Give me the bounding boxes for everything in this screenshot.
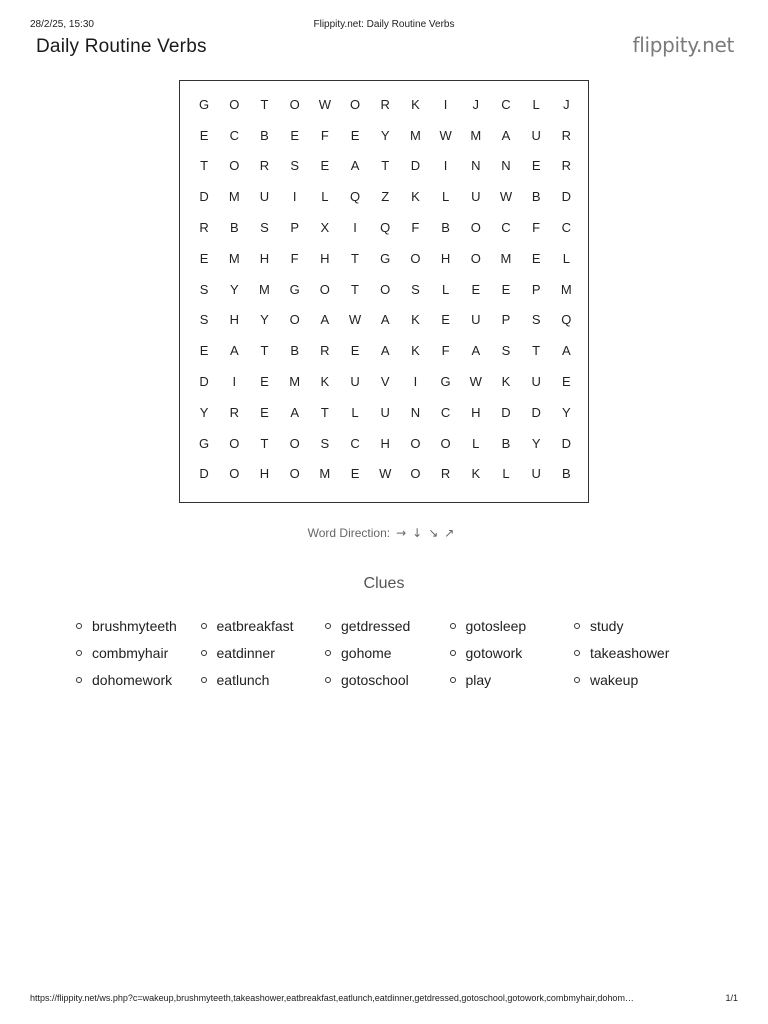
grid-cell: G: [289, 281, 300, 297]
grid-cell: E: [260, 374, 269, 390]
grid-cell: L: [562, 250, 570, 266]
grid-cell: A: [501, 127, 511, 143]
grid-cell: R: [320, 343, 330, 359]
grid-cell: R: [440, 466, 451, 482]
grid-cell: E: [199, 127, 209, 143]
grid-cell: U: [531, 466, 541, 482]
grid-cell: D: [199, 466, 209, 482]
grid-cell: S: [411, 281, 420, 297]
bullet-icon: [574, 650, 580, 656]
grid-cell: O: [289, 466, 300, 482]
grid-cell: C: [501, 220, 511, 236]
grid-cell: U: [259, 189, 270, 205]
print-doc-title: Flippity.net: Daily Routine Verbs: [313, 19, 455, 30]
grid-cell: U: [380, 404, 390, 420]
grid-cell: I: [292, 189, 297, 205]
clue-text: wakeup: [590, 671, 639, 688]
grid-cell: M: [259, 281, 270, 297]
grid-cell: S: [260, 220, 269, 236]
grid-cell: F: [532, 220, 541, 236]
clue-text: eatbreakfast: [216, 617, 294, 634]
grid-cell: O: [229, 158, 240, 174]
grid-cell: H: [320, 250, 330, 266]
bullet-icon: [325, 623, 331, 629]
grid-cell: I: [353, 220, 357, 236]
grid-cell: M: [500, 250, 512, 266]
bullet-icon: [450, 650, 456, 656]
grid-cell: L: [502, 466, 510, 482]
grid-cell: P: [290, 220, 299, 236]
grid-cell: K: [501, 374, 511, 390]
grid-cell: Q: [349, 189, 361, 205]
grid-cell: B: [562, 466, 571, 482]
grid-cell: Z: [381, 189, 390, 205]
bullet-icon: [76, 650, 82, 656]
grid-cell: E: [501, 281, 511, 297]
grid-cell: H: [380, 435, 390, 451]
grid-cell: E: [562, 374, 571, 390]
clue-text: gotowork: [465, 644, 523, 661]
grid-cell: A: [229, 343, 239, 359]
clue-text: gotoschool: [341, 671, 409, 688]
grid-cell: B: [290, 343, 299, 359]
word-direction: [0, 526, 768, 540]
word-direction-arrows-icon: →↓↘↗: [396, 526, 461, 540]
bullet-icon: [574, 623, 580, 629]
clue-item: [201, 612, 326, 639]
grid-cell: A: [320, 312, 330, 328]
grid-cell: W: [499, 189, 513, 205]
clue-item: [76, 666, 201, 693]
grid-cell: U: [531, 374, 541, 390]
grid-cell: X: [320, 220, 330, 236]
grid-cell: M: [289, 374, 301, 390]
bullet-icon: [76, 677, 82, 683]
grid-cell: D: [199, 189, 209, 205]
grid-cell: W: [439, 127, 452, 143]
grid-cell: O: [470, 220, 481, 236]
grid-cell: A: [562, 343, 571, 359]
print-datetime: 28/2/25, 15:30: [30, 19, 94, 30]
grid-cell: M: [409, 127, 421, 143]
grid-cell: T: [260, 435, 269, 451]
grid-cell: S: [320, 435, 330, 451]
grid-cell: P: [501, 312, 511, 328]
grid-cell: E: [531, 158, 541, 174]
grid-cell: B: [260, 127, 269, 143]
clue-item: [574, 612, 699, 639]
grid-cell: F: [441, 343, 450, 359]
grid-cell: C: [501, 96, 511, 112]
clue-item: [76, 612, 201, 639]
grid-cell: T: [351, 250, 359, 266]
clue-text: study: [590, 617, 624, 634]
grid-cell: D: [410, 158, 421, 174]
grid-cell: E: [531, 250, 541, 266]
clue-item: [201, 639, 326, 666]
grid-cell: U: [471, 312, 481, 328]
clue-item: [450, 639, 575, 666]
clue-text: eatdinner: [216, 644, 275, 661]
clue-text: eatlunch: [216, 671, 270, 688]
grid-cell: E: [350, 343, 360, 359]
grid-cell: J: [472, 96, 480, 112]
grid-cell: O: [349, 96, 361, 112]
grid-cell: E: [350, 127, 360, 143]
grid-cell: G: [440, 374, 451, 390]
clue-text: gotosleep: [465, 617, 527, 634]
grid-cell: E: [441, 312, 450, 328]
grid-cell: S: [290, 158, 299, 174]
clue-item: [201, 666, 326, 693]
grid-cell: Y: [380, 127, 390, 143]
grid-cell: W: [348, 312, 362, 328]
grid-cell: I: [232, 374, 237, 390]
grid-cell: C: [350, 435, 360, 451]
grid-cell: C: [561, 220, 572, 236]
grid-cell: A: [380, 312, 390, 328]
grid-cell: D: [501, 404, 511, 420]
flippity-logo: flippity.net: [632, 33, 734, 57]
grid-cell: G: [380, 250, 391, 266]
grid-cell: A: [380, 343, 390, 359]
grid-cell: T: [351, 281, 359, 297]
grid-cell: M: [228, 250, 240, 266]
grid-cell: F: [320, 127, 329, 143]
clues-list: [76, 612, 699, 693]
grid-cell: L: [532, 96, 540, 112]
word-direction-label: Word Direction:: [307, 526, 391, 540]
clue-text: brushmyteeth: [92, 617, 177, 634]
bullet-icon: [76, 623, 82, 629]
bullet-icon: [325, 677, 331, 683]
grid-cell: K: [411, 189, 420, 205]
grid-cell: K: [411, 343, 420, 359]
print-header: [30, 19, 738, 33]
grid-cell: Y: [562, 404, 571, 420]
grid-cell: R: [561, 127, 572, 143]
grid-cell: A: [471, 343, 481, 359]
grid-cell: R: [199, 220, 209, 236]
grid-cell: U: [471, 189, 481, 205]
clue-text: play: [465, 671, 492, 688]
grid-cell: O: [289, 96, 300, 112]
grid-cell: O: [229, 96, 240, 112]
grid-cell: C: [229, 127, 239, 143]
grid-cell: U: [531, 127, 541, 143]
grid-cell: O: [410, 466, 421, 482]
grid-cell: I: [413, 374, 418, 390]
grid-cell: Y: [531, 435, 541, 451]
grid-cell: K: [320, 374, 330, 390]
bullet-icon: [574, 677, 580, 683]
grid-cell: T: [260, 343, 269, 359]
grid-cell: Y: [229, 281, 239, 297]
grid-cell: S: [531, 312, 541, 328]
bullet-icon: [201, 623, 207, 629]
grid-cell: Y: [199, 404, 209, 420]
grid-cell: O: [229, 435, 240, 451]
clue-item: [450, 666, 575, 693]
grid-cell: D: [531, 404, 541, 420]
bullet-icon: [201, 650, 207, 656]
grid-cell: K: [411, 312, 420, 328]
grid-cell: H: [471, 404, 481, 420]
grid-cell: O: [289, 435, 300, 451]
clue-item: [76, 639, 201, 666]
grid-cell: M: [228, 189, 240, 205]
grid-cell: Y: [260, 312, 269, 328]
grid-cell: S: [501, 343, 511, 359]
grid-cell: H: [440, 250, 451, 266]
print-footer: [30, 993, 738, 1007]
grid-cell: J: [563, 96, 570, 112]
grid-cell: C: [440, 404, 451, 420]
grid-cell: E: [290, 127, 299, 143]
grid-cell: Q: [380, 220, 391, 236]
clue-text: combmyhair: [92, 644, 169, 661]
clue-item: [574, 666, 699, 693]
grid-cell: D: [561, 435, 572, 451]
grid-cell: E: [320, 158, 330, 174]
clue-item: [325, 612, 450, 639]
grid-cell: K: [471, 466, 481, 482]
grid-cell: F: [411, 220, 420, 236]
grid-cell: M: [470, 127, 482, 143]
grid-cell: L: [321, 189, 329, 205]
print-page-number: 1/1: [725, 993, 738, 1003]
grid-cell: E: [199, 343, 209, 359]
grid-cell: F: [290, 250, 299, 266]
grid-cell: R: [229, 404, 239, 420]
clue-item: [325, 666, 450, 693]
grid-cell: A: [350, 158, 360, 174]
grid-cell: O: [229, 466, 240, 482]
grid-cell: V: [380, 374, 390, 390]
word-search-grid: [189, 89, 581, 489]
grid-cell: U: [350, 374, 360, 390]
grid-cell: T: [320, 404, 329, 420]
bullet-icon: [450, 623, 456, 629]
grid-cell: O: [289, 312, 300, 328]
grid-cell: A: [290, 404, 299, 420]
grid-cell: B: [441, 220, 450, 236]
clue-text: takeashower: [590, 644, 670, 661]
grid-cell: E: [260, 404, 269, 420]
grid-cell: H: [259, 250, 270, 266]
grid-cell: N: [410, 404, 421, 420]
grid-cell: S: [199, 312, 209, 328]
grid-cell: L: [441, 189, 450, 205]
grid-cell: E: [471, 281, 481, 297]
grid-cell: N: [471, 158, 481, 174]
grid-cell: B: [229, 220, 239, 236]
clue-text: gohome: [341, 644, 392, 661]
grid-cell: G: [199, 96, 210, 112]
grid-cell: P: [531, 281, 541, 297]
grid-cell: M: [319, 466, 331, 482]
grid-cell: E: [199, 250, 209, 266]
grid-cell: O: [319, 281, 330, 297]
grid-cell: O: [410, 250, 421, 266]
grid-cell: L: [472, 435, 480, 451]
grid-cell: G: [199, 435, 210, 451]
grid-cell: B: [531, 189, 541, 205]
grid-cell: T: [200, 158, 209, 174]
clue-item: [325, 639, 450, 666]
print-footer-url: https://flippity.net/ws.php?c=wakeup,brushmyteeth,takeashower,eatbreakfast,eatlunch,eatdinner,getdressed,gotoschool,gotowork,combmyhair,dohom…: [30, 993, 634, 1003]
clue-item: [574, 639, 699, 666]
word-search-grid-box: [179, 80, 589, 503]
grid-cell: B: [501, 435, 511, 451]
grid-cell: R: [561, 158, 572, 174]
grid-cell: S: [199, 281, 209, 297]
bullet-icon: [325, 650, 331, 656]
grid-cell: T: [260, 96, 269, 112]
grid-cell: T: [532, 343, 541, 359]
grid-cell: W: [318, 96, 331, 112]
grid-cell: T: [381, 158, 390, 174]
grid-cell: O: [380, 281, 391, 297]
grid-cell: L: [441, 281, 450, 297]
grid-cell: O: [410, 435, 421, 451]
grid-cell: N: [501, 158, 511, 174]
grid-cell: L: [351, 404, 359, 420]
grid-cell: O: [440, 435, 451, 451]
grid-cell: W: [469, 374, 482, 390]
grid-cell: H: [259, 466, 270, 482]
clues-heading: Clues: [363, 575, 405, 592]
bullet-icon: [201, 677, 207, 683]
grid-cell: I: [443, 158, 448, 174]
page-title: Daily Routine Verbs: [36, 36, 207, 57]
grid-cell: K: [411, 96, 420, 112]
grid-cell: O: [470, 250, 481, 266]
grid-cell: I: [443, 96, 448, 112]
grid-cell: W: [379, 466, 392, 482]
grid-cell: R: [259, 158, 270, 174]
grid-cell: H: [229, 312, 239, 328]
grid-cell: M: [560, 281, 572, 297]
grid-cell: E: [350, 466, 360, 482]
grid-cell: R: [380, 96, 390, 112]
grid-cell: D: [199, 374, 209, 390]
grid-cell: Q: [561, 312, 572, 328]
clue-text: getdressed: [341, 617, 411, 634]
grid-cell: D: [561, 189, 572, 205]
clue-text: dohomework: [92, 671, 173, 688]
clue-item: [450, 612, 575, 639]
bullet-icon: [450, 677, 456, 683]
